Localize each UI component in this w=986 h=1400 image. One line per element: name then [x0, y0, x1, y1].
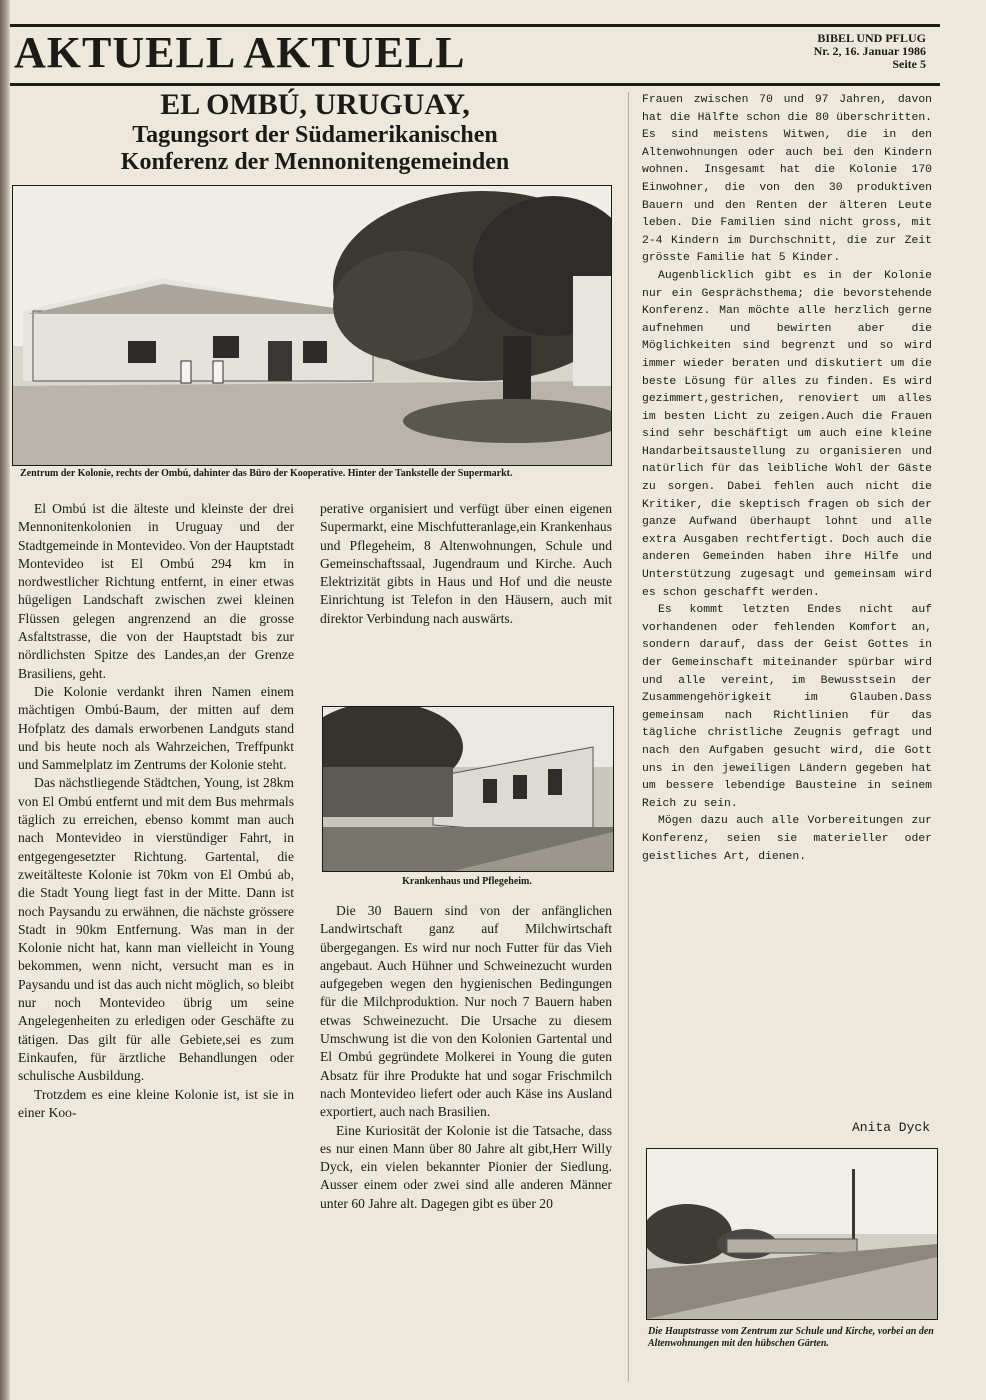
photo-colony-center-caption: Zentrum der Kolonie, rechts der Ombú, dahinter das Büro der Kooperative. Hinter der Tankstelle der Supermarkt.	[20, 468, 513, 479]
article-subhead-1: Tagungsort der Südamerikanischen	[132, 122, 498, 148]
article-column-2-bottom	[320, 902, 612, 1213]
paragraph: Mögen dazu auch alle Vorbereitungen zur Konferenz, seien sie materieller oder geistliches Art, dienen.	[642, 815, 932, 863]
photo-colony-center-image	[13, 186, 611, 465]
photo-colony-center	[12, 185, 612, 466]
page-number: Seite 5	[892, 57, 926, 71]
paragraph: Die Kolonie verdankt ihren Namen einem mächtigen Ombú-Baum, der mitten auf dem Hofplatz des damals erworbenen Landguts stand und bis heute noch als Wahrzeichen, Treffpunkt und Sammelplatz im Zentrums der Kolonie steht.	[18, 683, 294, 773]
photo-hospital	[322, 706, 614, 872]
article-headline: EL OMBÚ, URUGUAY,	[160, 88, 470, 121]
article-headline-block	[10, 88, 620, 176]
article-author: Anita Dyck	[851, 1120, 930, 1135]
issue-date: Nr. 2, 16. Januar 1986	[813, 44, 926, 58]
binding-edge	[0, 0, 10, 1400]
photo-hospital-caption: Krankenhaus und Pflegeheim.	[402, 876, 532, 887]
paragraph: El Ombú ist die älteste und kleinste der drei Mennonitenkolonien in Uruguay und der Stadtgemeinde in Montevideo. Von der Hauptstadt Montevideo ist El Ombú 294 km in nordwestlicher Richtung entfernt, in einer etwas hügeligen Landschaft zwischen zwei kleinen Flüssen gelegen angrenzend an die grosse Asfaltstrasse, die von der Hauptstadt bis zur nördlichsten Spitze des Landes,an der Grenze Brasiliens, geht.	[18, 501, 294, 681]
paragraph: Trotzdem es eine kleine Kolonie ist, ist sie in einer Koo-	[18, 1086, 294, 1120]
paragraph: Das nächstliegende Städtchen, Young, ist 28km von El Ombú entfernt und mit dem Bus mehrmals täglich zu erreichen, ebenso kommt man auch nach Montevideo in vierstündiger Fahrt, in entgegengesetzter Richtung. Gartental, die zweitälteste Kolonie ist 70km von El Ombú ab, die Stadt Young liegt fast in der Mitte. Dann ist noch Paysandu zu erwähnen, die nächste grössere Stadt in 90km Entfernung. Was man in der Kolonie nicht hat, kann man vielleicht in Young bekommen, wenn nicht, versucht man es in Paysandu und ist das auch nicht möglich, so bleibt nur noch Montevideo übrig um seine Angelegenheiten zu erledigen oder Geschäfte zu tätigen. Das gilt für alle Gebiete,sei es zum Einkaufen, für ärztliche Behandlungen oder schulische Ausbildung.	[18, 775, 294, 1084]
photo-main-street-caption: Die Hauptstrasse vom Zentrum zur Schule und Kirche, vorbei an den Altenwohnungen mit den hübschen Gärten.	[648, 1326, 934, 1349]
header-rule	[10, 83, 940, 86]
publication-name: BIBEL UND PFLUG	[817, 31, 926, 45]
photo-hospital-image	[323, 707, 613, 871]
section-title: AKTUELL AKTUELL	[14, 28, 466, 77]
paragraph: Eine Kuriosität der Kolonie ist die Tatsache, dass es nur einen Mann über 80 Jahre alt gibt,Herr Willy Dyck, ein vielen bekannter Pionier der Siedlung. Ausser einem oder zwei sind alle anderen Männer unter 60 Jahre alt. Dagegen gibt es über 20	[320, 1122, 612, 1211]
article-column-3	[642, 92, 932, 866]
masthead	[814, 32, 926, 71]
paragraph: Augenblicklich gibt es in der Kolonie nur ein Gesprächsthema; die bevorstehende Konferenz. Man möchte alle herzlich gerne aufnehmen und bewirten aber die Möglichkeiten sind begrenzt und so wird immer wieder beraten und diskutiert um die beste Lösung für alles zu finden. Es wird gezimmert,gestrichen, renoviert um alles im besten Licht zu zeigen.Auch die Frauen sind sehr beschäftigt um auch eine kleine Handarbeitsaustellung zu organisieren und natürlich für das leibliche Wohl der Gäste zu sorgen. Dabei fehlen auch nicht die Kritiker, die skeptisch fragen ob sich der ganze Aufwand überhaupt lohnt und alle extra Ausgaben rechtfertigt. Doch auch die anderen Gemeinden haben ihre Hilfe und Unterstützung zugesagt und gemeinsam wird es schon geschafft werden.	[642, 269, 932, 599]
paragraph: Die 30 Bauern sind von der anfänglichen Landwirtschaft ganz auf Milchwirtschaft übergegangen. Es wird nur noch Futter für das Vieh angebaut. Auch Hühner und Schweinezucht wurden aufgegeben wegen den hygienischen Bedingungen für die Milchproduktion. Nur noch 7 Bauern haben etwas Schweinezucht. Die Ursache zu diesem Umschwung ist die von den Kolonien Gartental und El Ombú gegründete Molkerei in Young die guten Absatz für ihre Produkte hat und sogar Frischmilch nach Montevideo liefert oder auch Käse ins Ausland exportiert, auch nach Brasilien.	[320, 903, 612, 1120]
paragraph: Frauen zwischen 70 und 97 Jahren, davon hat die Hälfte schon die 80 überschritten. Es sind meistens Witwen, die in den Altenwohnungen oder auch bei den Kindern wohnen. Insgesamt hat die Kolonie 170 Einwohner, die von den 30 produktiven Bauern und den Renten der älteren Leute leben. Die Familien sind nicht gross, mit 2-4 Kindern im Durchschnitt, die zur Zeit grösste Familie hat 5 Kinder.	[642, 94, 932, 265]
photo-main-street-image	[647, 1149, 937, 1319]
paragraph: Es kommt letzten Endes nicht auf vorhandenen oder fehlenden Komfort an, sondern darauf, dass der Geist Gottes in der Gemeinschaft miteinander spürbar wird und alle vereint, im Bewusstsein der Zusammengehörigkeit im Glauben.Dass gemeinsam nach Richtlinien für das tägliche christliche Zeugnis gefragt und nach den Aufgaben gesucht wird, die Gott uns in den jeweiligen Ländern gegeben hat um bessere lebendige Bausteine in seinem Reich zu sein.	[642, 604, 932, 810]
photo-main-street	[646, 1148, 938, 1320]
article-column-2-top	[320, 500, 612, 628]
paragraph: perative organisiert und verfügt über einen eigenen Supermarkt, eine Mischfutteranlage,ein Krankenhaus und Pflegeheim, 8 Altenwohnungen, Schule und Gemeinschaftssaal, Jugendraum und Kirche. Auch Elektrizität gibts in Haus und Hof und die neuste Einrichtung ist Telefon in den Häusern, auch mit direktor Verbindung nach auswärts.	[320, 501, 612, 626]
article-subhead-2: Konferenz der Mennonitengemeinden	[120, 149, 510, 175]
article-column-1	[18, 500, 294, 1122]
column-divider	[628, 92, 629, 1382]
